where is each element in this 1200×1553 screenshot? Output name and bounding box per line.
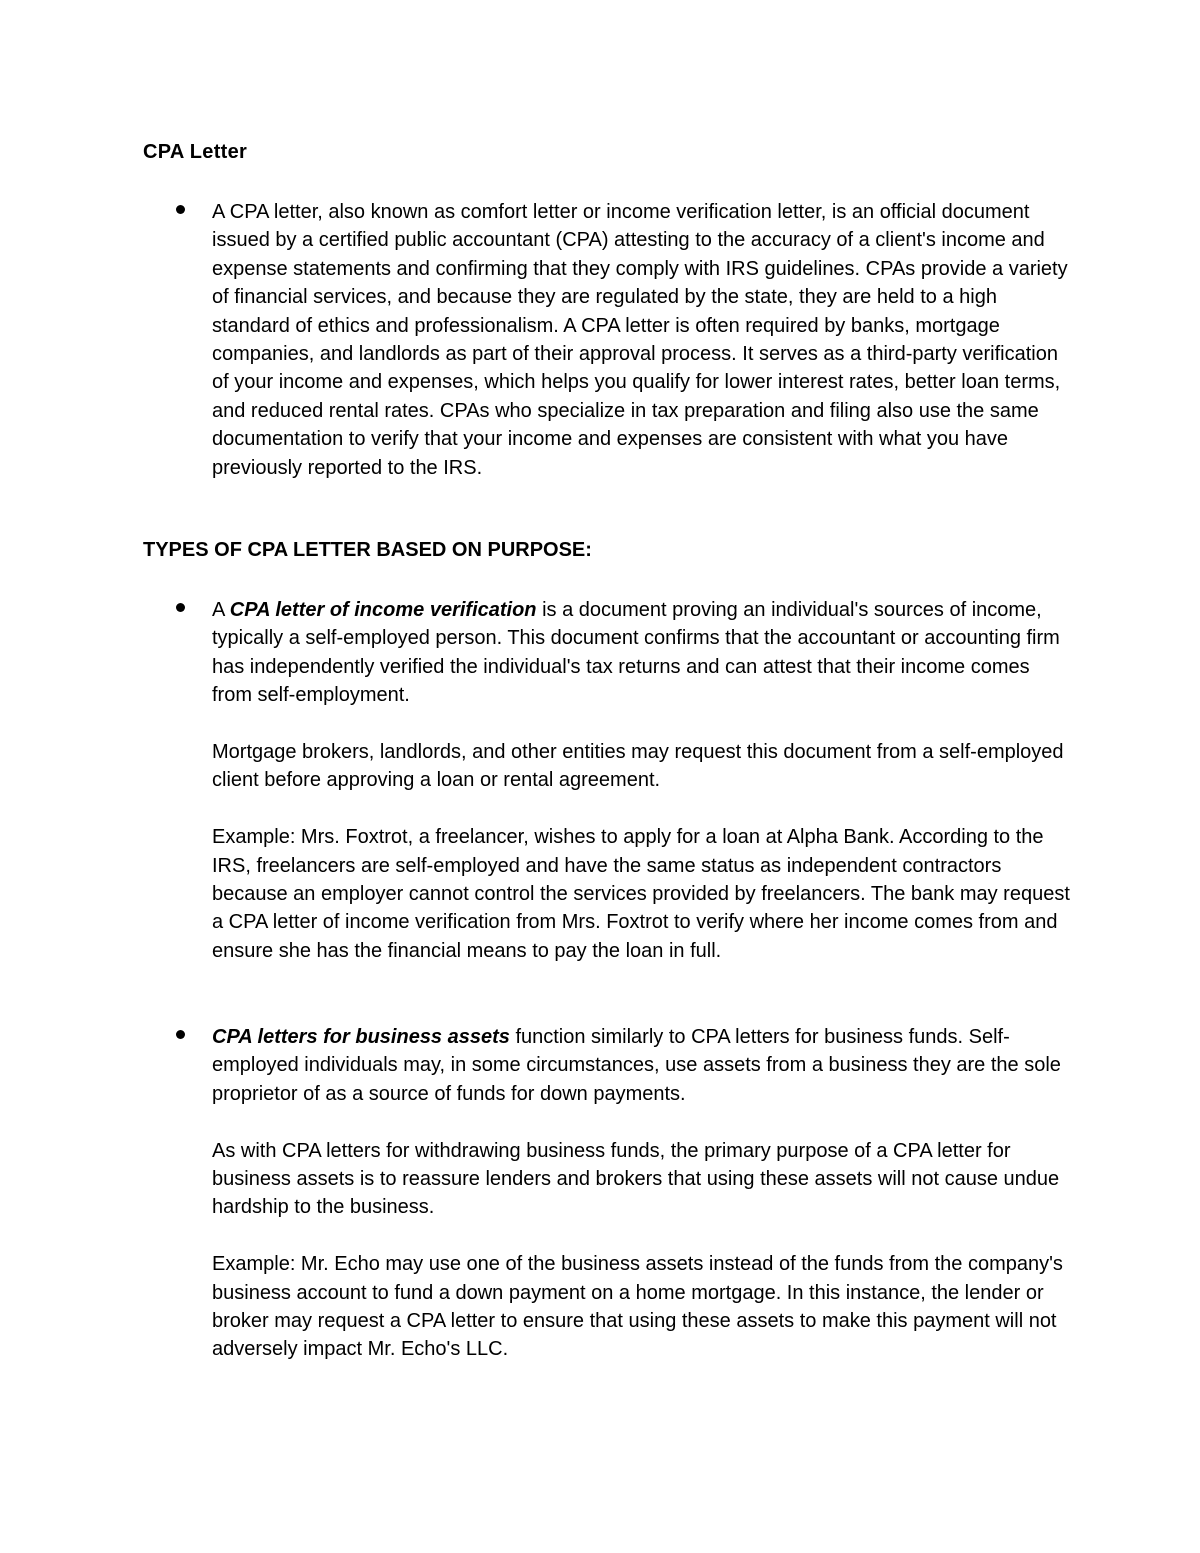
income-verification-lead-paragraph <box>212 596 1072 710</box>
term-business-assets: CPA letters for business assets <box>212 1026 510 1048</box>
lead-rest: function similarly to CPA letters for business funds. Self-employed individuals may, in some circumstances, use assets from a business they are the sole proprietor of as a source of funds for down payments. <box>212 1026 1061 1105</box>
section-heading-types: TYPES OF CPA LETTER BASED ON PURPOSE: <box>143 539 592 561</box>
list-item-intro <box>212 198 1072 482</box>
intro-paragraph: A CPA letter, also known as comfort letter or income verification letter, is an official document issued by a certified public accountant (CPA) attesting to the accuracy of a client's income and expense statements and confirming that they comply with IRS guidelines. CPAs provide a variety of financial services, and because they are regulated by the state, they are held to a high standard of ethics and professionalism. A CPA letter is often required by banks, mortgage companies, and landlords as part of their approval process. It serves as a third-party verification of your income and expenses, which helps you qualify for lower interest rates, better loan terms, and reduced rental rates. CPAs who specialize in tax preparation and filing also use the same documentation to verify that your income and expenses are consistent with what you have previously reported to the IRS. <box>212 201 1068 479</box>
bullet-icon <box>176 603 185 612</box>
business-assets-paragraph-2: As with CPA letters for withdrawing business funds, the primary purpose of a CPA letter for business assets is to reassure lenders and brokers that using these assets will not cause undue hardship to the business. <box>212 1139 1060 1219</box>
lead-rest: is a document proving an individual's sources of income, typically a self-employed person. This document confirms that the accountant or accounting firm has independently verified the individual's tax returns and can attest that their income comes from self-employment. <box>212 599 1060 707</box>
list-item-income-verification <box>212 596 1072 965</box>
bullet-icon <box>176 205 185 214</box>
document-title: CPA Letter <box>143 141 248 163</box>
bullet-icon <box>176 1030 185 1039</box>
business-assets-example: Example: Mr. Echo may use one of the business assets instead of the funds from the company's business account to fund a down payment on a home mortgage. In this instance, the lender or broker may request a CPA letter to ensure that using these assets to make this payment will not adversely impact Mr. Echo's LLC. <box>212 1253 1063 1361</box>
business-assets-lead-paragraph <box>212 1023 1072 1108</box>
list-item-business-assets <box>212 1023 1072 1364</box>
term-income-verification: CPA letter of income verification <box>229 599 537 621</box>
income-verification-example: Example: Mrs. Foxtrot, a freelancer, wishes to apply for a loan at Alpha Bank. According to the IRS, freelancers are self-employed and have the same status as independent contractors because an employer cannot control the services provided by freelancers. The bank may request a CPA letter of income verification from Mrs. Foxtrot to verify where her income comes from and ensure she has the financial means to pay the loan in full. <box>212 826 1070 962</box>
lead-prefix: A <box>212 599 230 621</box>
income-verification-paragraph-2: Mortgage brokers, landlords, and other entities may request this document from a self-employed client before approving a loan or rental agreement. <box>212 741 1064 792</box>
